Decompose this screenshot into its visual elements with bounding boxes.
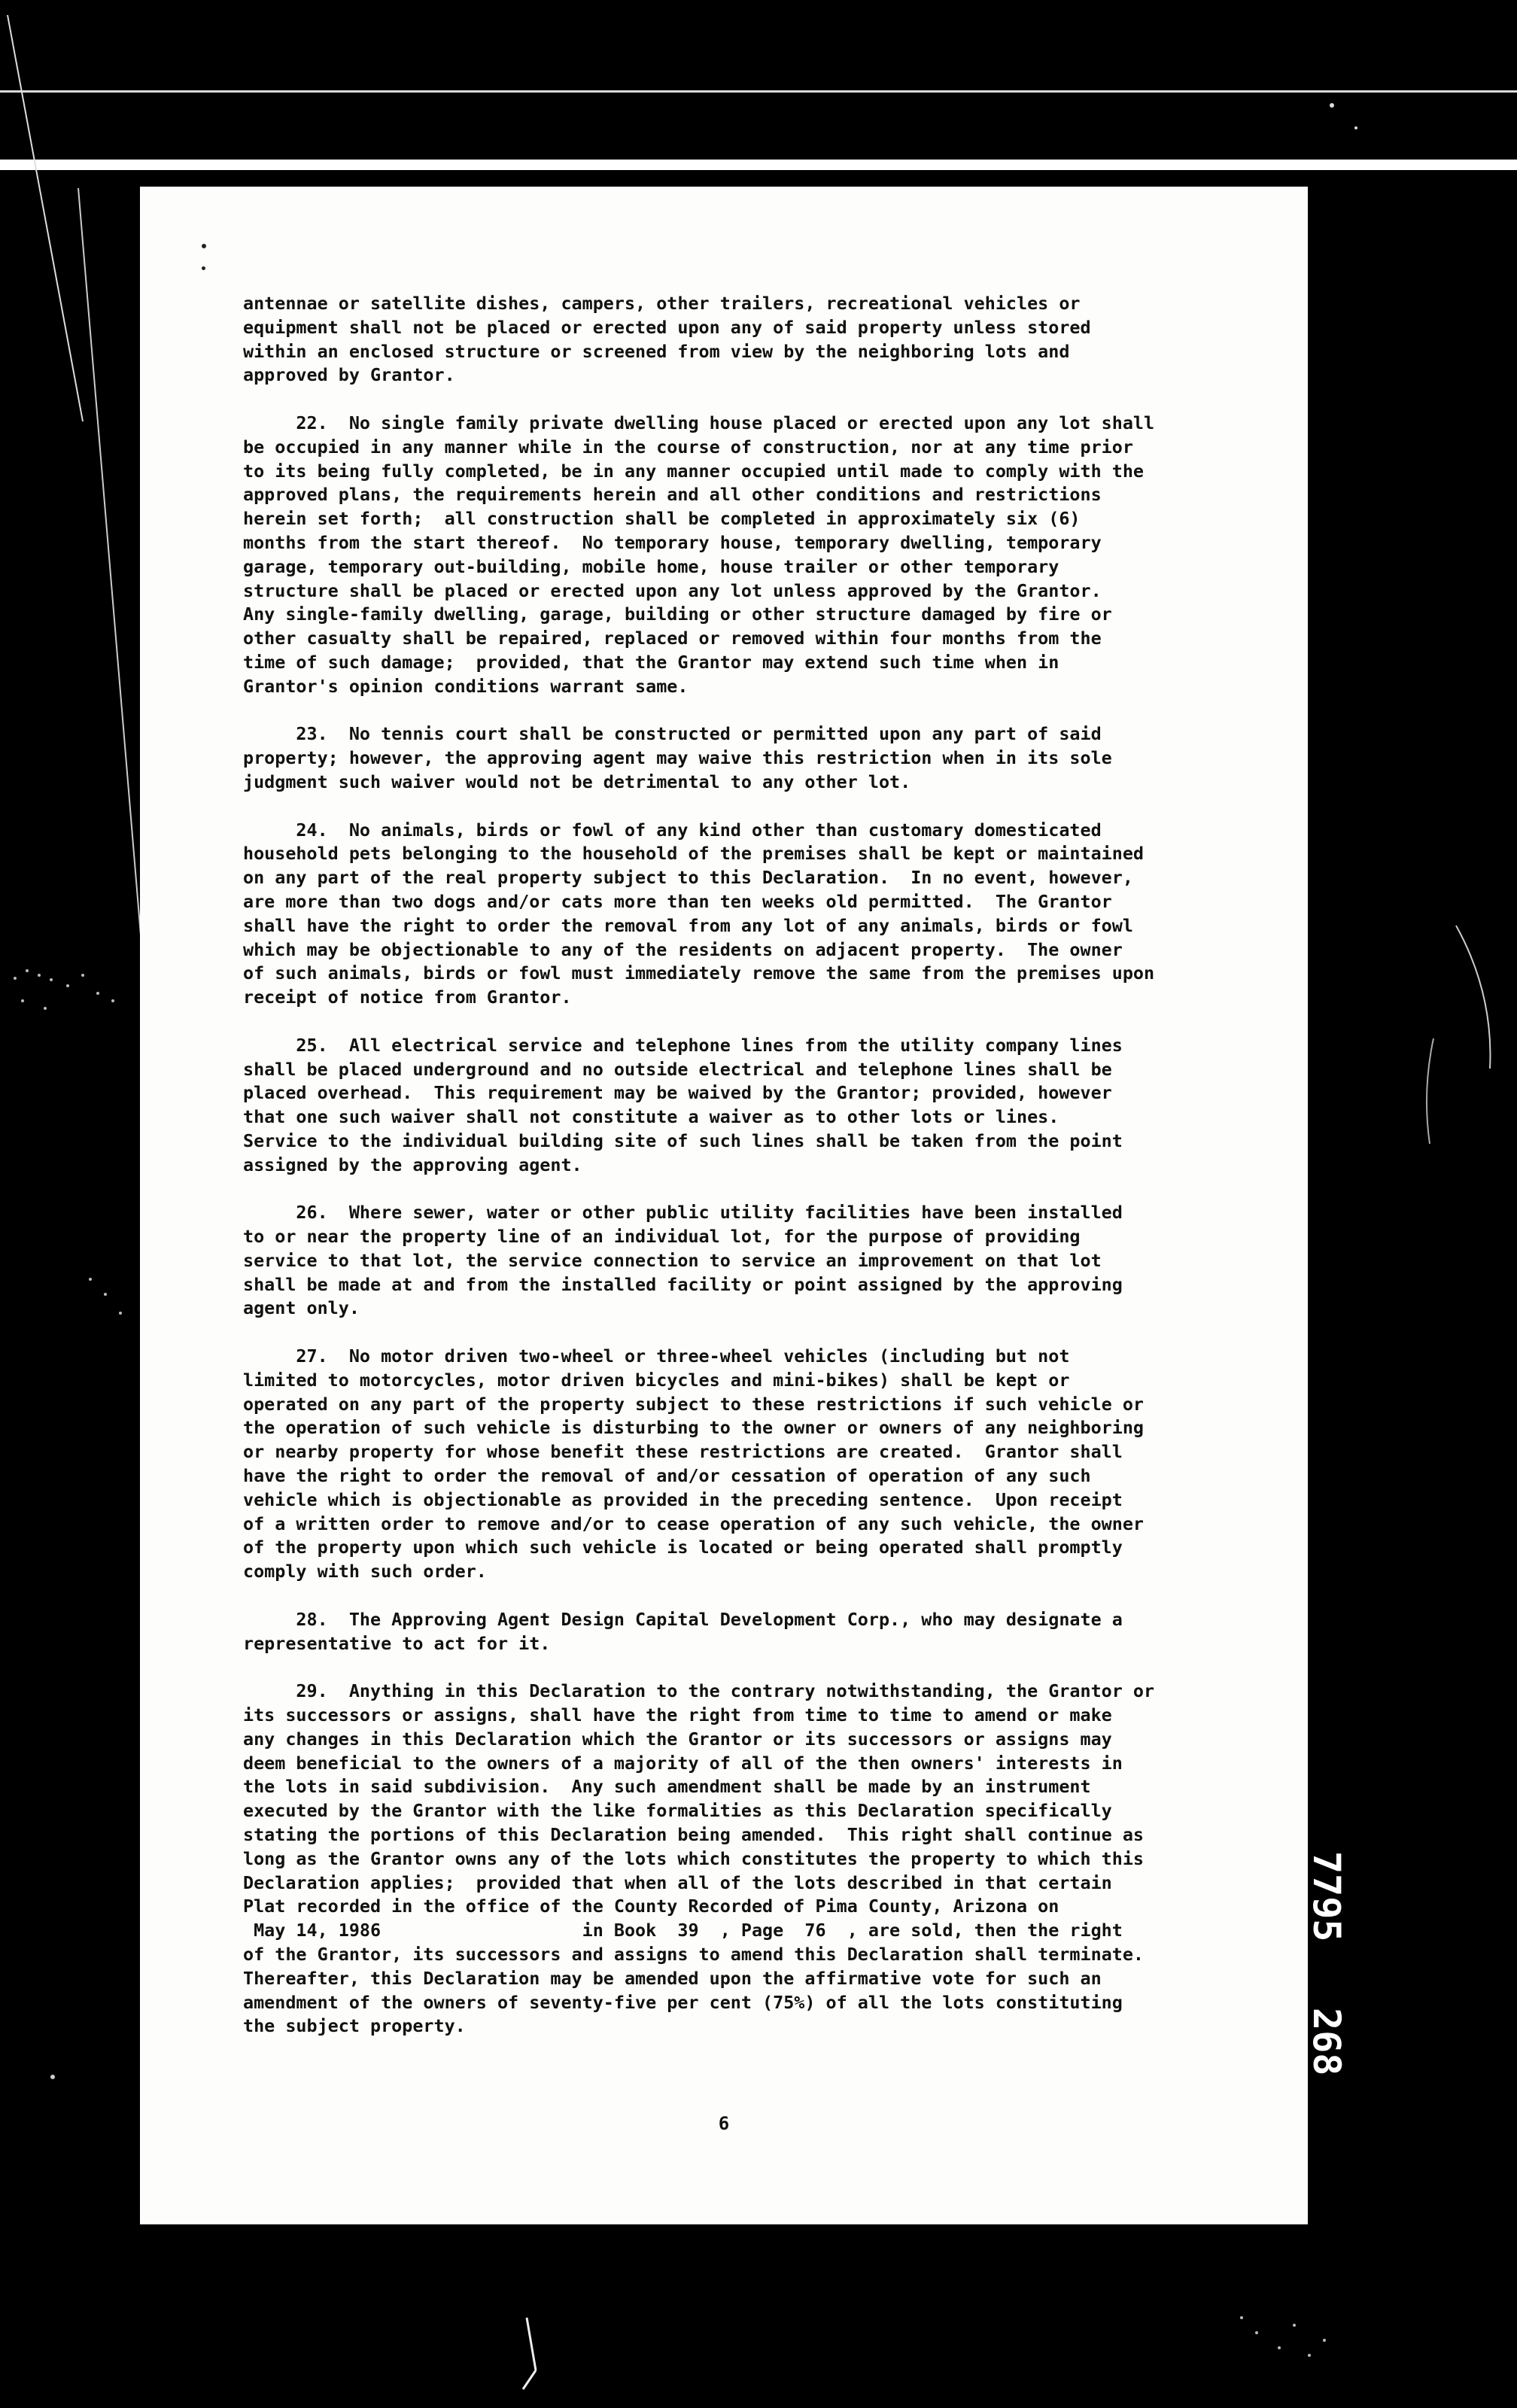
- text-line: 24. No animals, birds or fowl of any kind other than customary domesticated: [243, 819, 1102, 841]
- paragraph-p23: [243, 722, 1297, 794]
- text-line: of a written order to remove and/or to cease operation of any such vehicle, the owner: [243, 1513, 1144, 1534]
- text-line: Service to the individual building site of such lines shall be taken from the point: [243, 1130, 1123, 1151]
- text-line: 22. No single family private dwelling house placed or erected upon any lot shall: [243, 412, 1155, 433]
- text-line: other casualty shall be repaired, replaced or removed within four months from the: [243, 628, 1102, 649]
- text-line: months from the start thereof. No temporary house, temporary dwelling, temporary: [243, 531, 1102, 553]
- text-line: 28. The Approving Agent Design Capital Development Corp., who may designate a: [243, 1608, 1123, 1630]
- text-line: be occupied in any manner while in the course of construction, nor at any time prior: [243, 436, 1133, 458]
- text-line: household pets belonging to the household of the premises shall be kept or maintained: [243, 843, 1144, 865]
- text-line: the lots in said subdivision. Any such amendment shall be made by an instrument: [243, 1776, 1091, 1798]
- text-line: limited to motorcycles, motor driven bicycles and mini-bikes) shall be kept or: [243, 1369, 1070, 1391]
- text-line: service to that lot, the service connection to service an improvement on that lot: [243, 1249, 1102, 1271]
- document-body: [243, 292, 1297, 2063]
- text-line: property; however, the approving agent may waive this restriction when in its sole: [243, 747, 1112, 769]
- paragraph-p21-cont: [243, 292, 1297, 388]
- text-line: of the Grantor, its successors and assigns to amend this Declaration shall terminate.: [243, 1943, 1144, 1965]
- text-line: equipment shall not be placed or erected upon any of said property unless stored: [243, 316, 1091, 338]
- page-number: 6: [718, 2113, 730, 2134]
- text-line: Plat recorded in the office of the County Recorded of Pima County, Arizona on: [243, 1896, 1059, 1917]
- document-page: [140, 187, 1308, 2224]
- text-line: shall have the right to order the removal from any lot of any animals, birds or fowl: [243, 914, 1133, 936]
- speck: [202, 244, 206, 248]
- text-line: Any single-family dwelling, garage, building or other structure damaged by fire or: [243, 604, 1112, 625]
- text-line: 23. No tennis court shall be constructed or permitted upon any part of said: [243, 723, 1102, 745]
- text-line: shall be placed underground and no outside electrical and telephone lines shall be: [243, 1058, 1112, 1080]
- text-line: time of such damage; provided, that the Grantor may extend such time when in: [243, 651, 1059, 673]
- text-line: its successors or assigns, shall have the right from time to time to amend or make: [243, 1704, 1112, 1726]
- text-line: long as the Grantor owns any of the lots which constitutes the property to which this: [243, 1847, 1144, 1869]
- paragraph-p27: [243, 1345, 1297, 1584]
- text-line: executed by the Grantor with the like formalities as this Declaration specifically: [243, 1800, 1112, 1822]
- text-line: within an enclosed structure or screened from view by the neighboring lots and: [243, 340, 1070, 362]
- paragraph-p25: [243, 1034, 1297, 1178]
- text-line: garage, temporary out-building, mobile home, house trailer or other temporary: [243, 555, 1059, 577]
- recording-page-number: 268: [1305, 2008, 1348, 2076]
- text-line: May 14, 1986 in Book 39 , Page 76 , are sold, then the right: [243, 1920, 1123, 1941]
- text-line: judgment such waiver would not be detrimental to any other lot.: [243, 771, 911, 792]
- text-line: the operation of such vehicle is disturbing to the owner or owners of any neighboring: [243, 1417, 1144, 1439]
- text-line: 26. Where sewer, water or other public utility facilities have been installed: [243, 1202, 1123, 1224]
- scan-edge-line: [0, 90, 1517, 93]
- text-line: amendment of the owners of seventy-five per cent (75%) of all the lots constituting: [243, 1991, 1123, 2013]
- text-line: Thereafter, this Declaration may be amended upon the affirmative vote for such an: [243, 1967, 1102, 1989]
- text-line: herein set forth; all construction shall be completed in approximately six (6): [243, 508, 1081, 530]
- text-line: have the right to order the removal of and/or cessation of operation of any such: [243, 1465, 1091, 1487]
- text-line: placed overhead. This requirement may be waived by the Grantor; provided, however: [243, 1082, 1112, 1104]
- text-line: assigned by the approving agent.: [243, 1154, 582, 1175]
- paragraph-p28: [243, 1608, 1297, 1656]
- speck: [202, 266, 205, 270]
- scan-edge-band: [0, 160, 1517, 170]
- text-line: of the property upon which such vehicle is located or being operated shall promptly: [243, 1537, 1123, 1558]
- text-line: Declaration applies; provided that when all of the lots described in that certain: [243, 1871, 1112, 1893]
- paragraph-p26: [243, 1201, 1297, 1321]
- text-line: the subject property.: [243, 2015, 466, 2037]
- text-line: stating the portions of this Declaration being amended. This right shall continue as: [243, 1824, 1144, 1845]
- recording-book-number: 7795: [1305, 1851, 1348, 1942]
- paragraph-p29: [243, 1680, 1297, 2039]
- text-line: antennae or satellite dishes, campers, other trailers, recreational vehicles or: [243, 293, 1081, 314]
- text-line: vehicle which is objectionable as provided in the preceding sentence. Upon receipt: [243, 1488, 1123, 1510]
- text-line: approved plans, the requirements herein and all other conditions and restrictions: [243, 484, 1102, 506]
- text-line: 25. All electrical service and telephone lines from the utility company lines: [243, 1034, 1123, 1056]
- text-line: to its being fully completed, be in any manner occupied until made to comply with the: [243, 460, 1144, 482]
- text-line: shall be made at and from the installed facility or point assigned by the approving: [243, 1273, 1123, 1295]
- text-line: to or near the property line of an individual lot, for the purpose of providing: [243, 1226, 1081, 1248]
- paragraph-p24: [243, 819, 1297, 1010]
- text-line: representative to act for it.: [243, 1632, 551, 1654]
- text-line: agent only.: [243, 1297, 360, 1319]
- text-line: are more than two dogs and/or cats more than ten weeks old permitted. The Grantor: [243, 890, 1112, 912]
- text-line: operated on any part of the property subject to these restrictions if such vehicle or: [243, 1393, 1144, 1415]
- text-line: structure shall be placed or erected upon any lot unless approved by the Grantor.: [243, 579, 1102, 601]
- paragraph-p22: [243, 412, 1297, 699]
- text-line: approved by Grantor.: [243, 364, 455, 386]
- text-line: 29. Anything in this Declaration to the contrary notwithstanding, the Grantor or: [243, 1680, 1155, 1702]
- text-line: of such animals, birds or fowl must immediately remove the same from the premises upon: [243, 962, 1155, 984]
- text-line: comply with such order.: [243, 1561, 487, 1583]
- text-line: on any part of the real property subject to this Declaration. In no event, however,: [243, 867, 1133, 889]
- text-line: receipt of notice from Grantor.: [243, 987, 572, 1008]
- text-line: that one such waiver shall not constitute a waiver as to other lots or lines.: [243, 1106, 1059, 1128]
- text-line: or nearby property for whose benefit these restrictions are created. Grantor shall: [243, 1441, 1123, 1463]
- text-line: Grantor's opinion conditions warrant same.: [243, 675, 689, 697]
- text-line: any changes in this Declaration which the Grantor or its successors or assigns may: [243, 1728, 1112, 1750]
- text-line: deem beneficial to the owners of a majority of all of the then owners' interests in: [243, 1752, 1123, 1774]
- text-line: 27. No motor driven two-wheel or three-wheel vehicles (including but not: [243, 1345, 1070, 1367]
- text-line: which may be objectionable to any of the residents on adjacent property. The owner: [243, 938, 1123, 960]
